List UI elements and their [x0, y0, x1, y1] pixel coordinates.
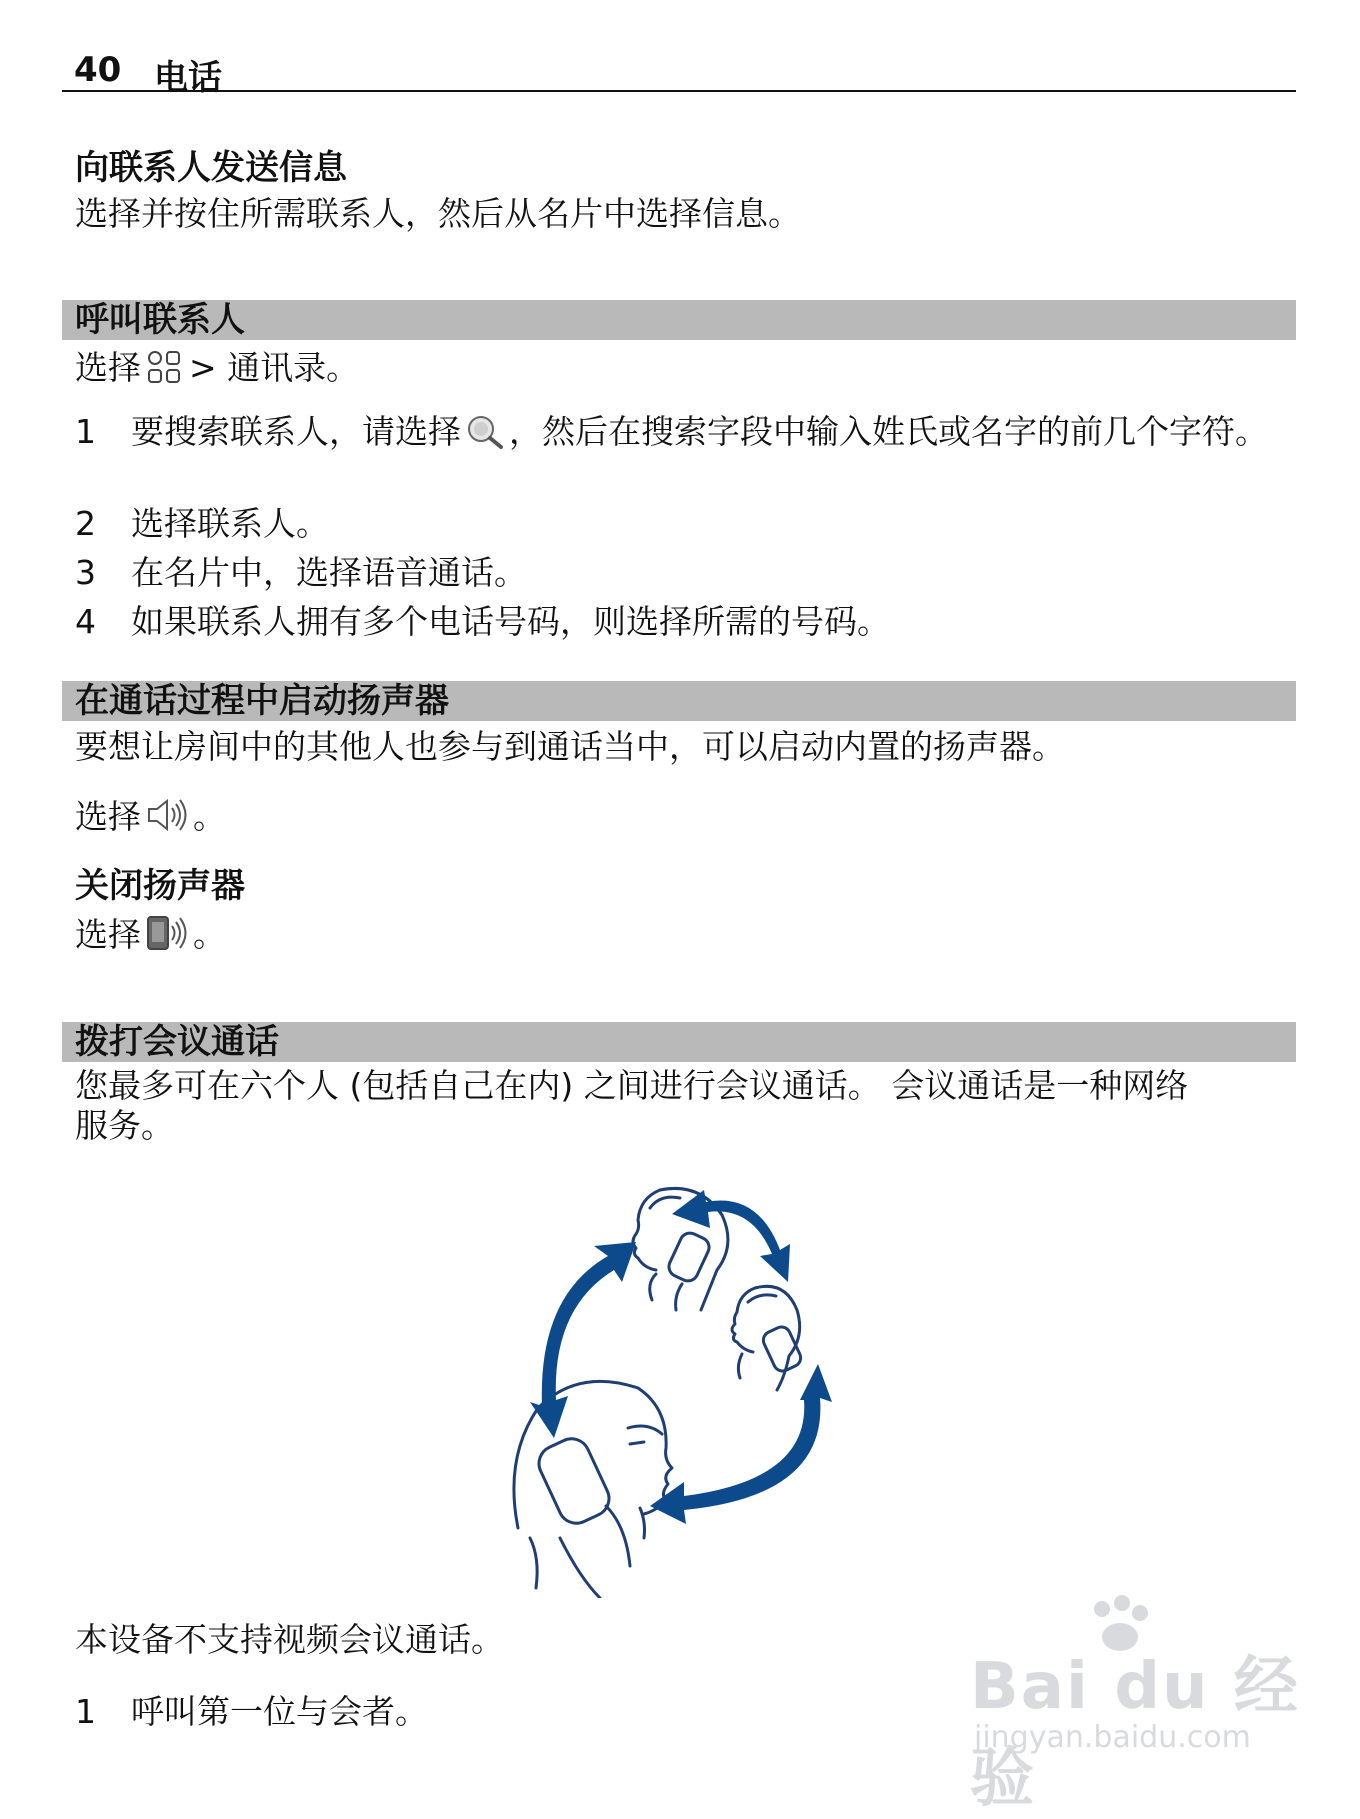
step-text: 如果联系人拥有多个电话号码，则选择所需的号码。 — [131, 602, 890, 641]
send-message-title: 向联系人发送信息 — [75, 148, 347, 188]
step-number: 1 — [75, 1692, 96, 1731]
conference-call-illustration — [510, 1178, 850, 1598]
step-number: 3 — [75, 553, 96, 592]
select-suffix: 。 — [193, 915, 226, 954]
step-text-before: 要搜索联系人，请选择 — [131, 412, 461, 451]
page-number: 40 — [74, 50, 122, 90]
send-message-text: 选择并按住所需联系人，然后从名片中选择信息。 — [75, 194, 801, 233]
chapter-title: 电话 — [154, 58, 222, 98]
speaker-bar — [62, 681, 1296, 721]
conference-text-line1: 您最多可在六个人 (包括自己在内) 之间进行会议通话。 会议通话是一种网络 — [75, 1066, 1189, 1105]
step-text: 呼叫第一位与会者。 — [131, 1692, 428, 1731]
speaker-select — [75, 796, 226, 843]
step-text: 在名片中，选择语音通话。 — [131, 553, 527, 592]
speaker-text: 要想让房间中的其他人也参与到通话当中，可以启动内置的扬声器。 — [75, 727, 1065, 766]
speaker-title: 在通话过程中启动扬声器 — [75, 681, 449, 721]
speaker-icon — [145, 796, 189, 843]
close-speaker-title: 关闭扬声器 — [75, 866, 245, 906]
watermark-logo: Bai du 经验 — [970, 1650, 1300, 1816]
step-number: 1 — [75, 412, 96, 451]
handset-speaker-icon — [145, 914, 189, 961]
select-suffix: 。 — [193, 797, 226, 836]
contacts-path: > 通讯录。 — [189, 348, 360, 387]
step-number: 4 — [75, 602, 96, 641]
select-label: 选择 — [75, 348, 141, 387]
call-contact-bar — [62, 300, 1296, 340]
conference-note: 本设备不支持视频会议通话。 — [75, 1620, 504, 1659]
call-step-1 — [75, 412, 1295, 494]
page-header — [62, 44, 1296, 98]
conference-bar — [62, 1022, 1296, 1062]
watermark-url: jingyan.baidu.com — [974, 1720, 1251, 1755]
conference-title: 拨打会议通话 — [75, 1022, 279, 1062]
select-label: 选择 — [75, 797, 141, 836]
conference-text-line2: 服务。 — [75, 1106, 174, 1145]
call-contact-title: 呼叫联系人 — [75, 300, 245, 340]
step-text: 选择联系人。 — [131, 504, 329, 543]
search-icon — [465, 413, 505, 458]
baidu-watermark — [960, 1595, 1300, 1816]
select-label: 选择 — [75, 915, 141, 954]
step-text-after: ，然后在搜索字段中输入姓氏或名字的前几个字符。 — [509, 412, 1268, 451]
step-text — [131, 412, 1296, 458]
step-number: 2 — [75, 504, 96, 543]
call-contact-select — [75, 348, 359, 394]
close-speaker-select — [75, 914, 226, 961]
menu-grid-icon — [145, 349, 185, 394]
